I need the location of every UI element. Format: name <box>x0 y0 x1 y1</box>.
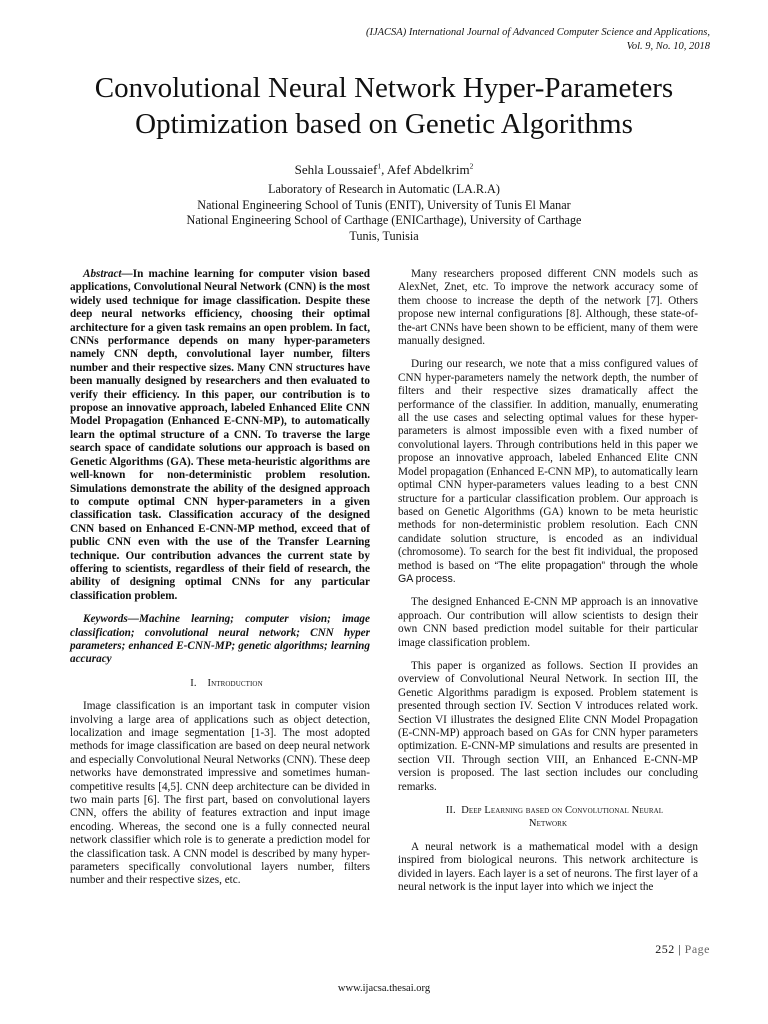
affiliations <box>0 182 768 244</box>
body-paragraph: The designed Enhanced E-CNN MP approach is an innovative approach. Our contribution will allow scientists to design their own CNN based prediction model suitable for their particular image classification problem. <box>398 596 698 649</box>
abstract-label: Abstract— <box>83 268 133 280</box>
right-column <box>398 268 698 904</box>
abstract <box>70 268 370 603</box>
keywords: Keywords—Machine learning; computer vision; image classification; convolutional neural network; CNN hyper parameters; enhanced E-CNN-MP; genetic algorithms; learning accuracy <box>70 613 370 666</box>
page-number <box>655 942 710 957</box>
journal-header-line2: Vol. 9, No. 10, 2018 <box>626 41 710 52</box>
affiliation-line: Tunis, Tunisia <box>349 228 419 243</box>
page-number-separator: | <box>674 942 685 956</box>
author-name: Sehla Loussaief <box>294 162 378 177</box>
author-name: Afef Abdelkrim <box>386 162 470 177</box>
body-paragraph: This paper is organized as follows. Section II provides an overview of Convolutional Neural Network. In section III, the Genetic Algorithms paradigm is exposed. Problem statement is presented through section IV. Section V introduces related work. Section VI illustrates the designed Elite CNN Model Propagation (E-CNN-MP) approach based on GAs for CNN hyper parameters optimization. E-CNN-MP simulations and results are presented in section VII. Through section VIII, an Enhanced E-CNN-MP version is proposed. The last section includes our concluding remarks. <box>398 659 698 793</box>
affiliation-line: National Engineering School of Carthage (ENICarthage), University of Carthage <box>186 213 582 227</box>
abstract-text: In machine learning for computer vision based applications, Convolutional Neural Network (CNN) is the most widely used technique for image classification. Despite these deep neural networks efficiency, choosing their optimal architecture for a given task remains an open problem. In fact, CNNs performance depends on many hyper-parameters namely CNN depth, convolutional layer number, filters number and their respective sizes. Many CNN structures have been manually designed by researchers and then evaluated to verify their efficiency. In this paper, our contribution is to propose an innovative approach, labeled Enhanced Elite CNN Model Propagation (Enhanced E-CNN-MP), to automatically learn the optimal structure of a CNN. To traverse the large search space of candidate solutions our approach is based on Genetic Algorithms (GA). These meta-heuristic algorithms are well-known for non-deterministic problem resolution. Simulations demonstrate the ability of the designed approach to compute optimal CNN hyper-parameters in a given classification task. Classification accuracy of the designed CNN based on Enhanced E-CNN-MP method, exceed that of public CNN even with the use of the Transfer Learning technique. Our contribution advances the current state by offering to scientists, regardless of their field of research, the ability of designing optimal CNNs for any particular classification problem. <box>70 268 370 602</box>
affiliation-line: National Engineering School of Tunis (ENIT), University of Tunis El Manar <box>197 197 571 212</box>
section-heading-introduction: I. Introduction <box>190 677 263 689</box>
journal-header <box>366 26 710 54</box>
author-separator: , <box>381 162 387 177</box>
section-heading-deep-learning: II. Deep Learning based on Convolutional Neural Network <box>445 805 664 830</box>
footer-url: www.ijacsa.thesai.org <box>337 983 431 994</box>
paper-title-line2: Optimization based on Genetic Algorithms <box>135 108 633 140</box>
page-word: Page <box>684 942 710 956</box>
paper-title-line1: Convolutional Neural Network Hyper-Parameters <box>94 72 674 104</box>
author-affiliation-mark: 2 <box>469 161 474 171</box>
journal-header-line1: (IJACSA) International Journal of Advanced Computer Science and Applications, <box>365 27 710 38</box>
elite-propagation-phrase: “The elite propagation” through the whole GA process. <box>398 559 698 585</box>
affiliation-line: Laboratory of Research in Automatic (LA.R.A) <box>268 182 500 196</box>
left-column <box>70 268 370 898</box>
body-paragraph: A neural network is a mathematical model with a design inspired from biological neurons. This network architecture is divided in layers. Each layer is a set of neurons. The first layer of a neural network is the input layer into which we inject the <box>398 840 698 894</box>
body-paragraph: Many researchers proposed different CNN models such as AlexNet, Znet, etc. To improve the network accuracy some of them choose to increase the depth of the network [7]. Others propose new internal configurations [8]. Although, these state-of-the-art CNNs have been shown to be efficient, many of them were manually designed. <box>398 268 698 348</box>
paper-title <box>0 70 768 142</box>
body-paragraph: Image classification is an important task in computer vision involving a large area of applications such as object detection, localization and image segmentation [1-3]. The most adopted methods for image classification are based on deep neural network and especially Convolutional Neural Networks (CNN). These deep networks have demonstrated impressive and sometimes human-competitive results [4,5]. CNN deep architecture can be divided in two main parts [6]. The first part, based on convolutional layers CNN, offers the ability of features extraction and input image encoding. Whereas, the second one is a fully connected neural network classifier which role is to generate a prediction model for the classification task. A CNN model is described by many hyper-parameters specifically convolutional layers number, filters number and their respective sizes, etc. <box>70 700 370 887</box>
body-paragraph: During our research, we note that a miss configured values of CNN hyper-parameters namely the network depth, the number of filters and their respective sizes dramatically affect the performance of the classifier. In addition, manually, enumerating all the use cases and selecting optimal values for these hyper-parameters is almost impossible even with a fixed number of convolutional layers. Through contributions held in this paper we propose an innovative approach, labeled Enhanced Elite CNN Model propagation (Enhanced E-CNN MP), to automatically learn optimal CNN hyper-parameters values leading to a best CNN structure for a particular classification problem. Our approach is based on Genetic Algorithms (GA) known to be meta heuristic methods for non-deterministic problem resolution. Each CNN candidate solution structure, is encoded as an individual (chromosome). To search for the best fit individual, the proposed method is based on “The elite propagation” through the whole GA process. <box>398 358 698 585</box>
page-number-value: 252 <box>655 942 675 956</box>
author-list <box>0 162 768 178</box>
author-affiliation-mark: 1 <box>377 161 382 171</box>
